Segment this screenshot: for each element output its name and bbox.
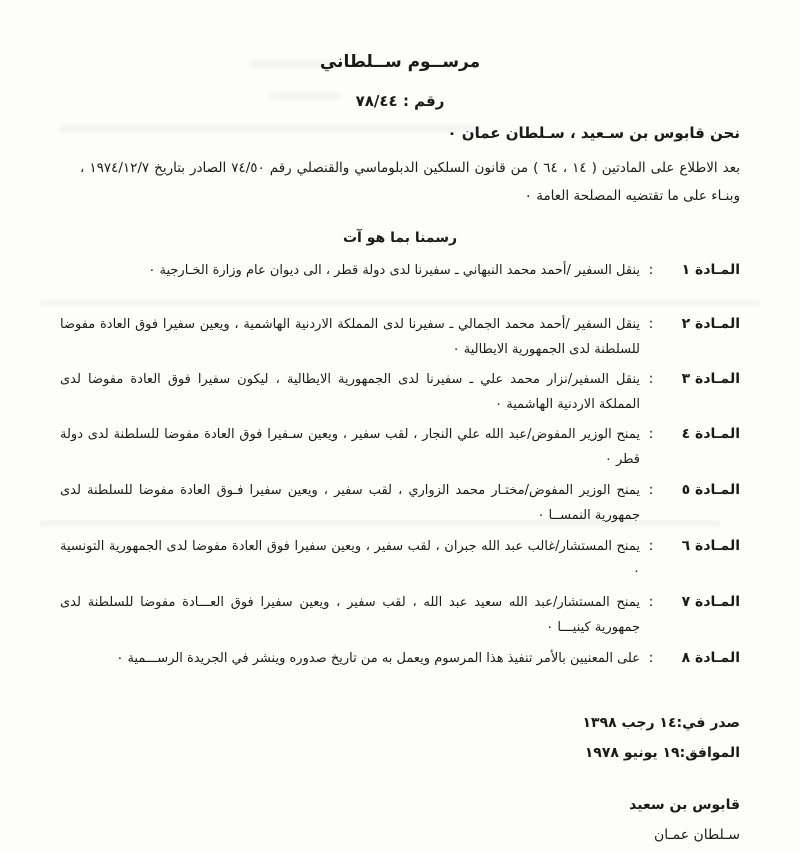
article-item xyxy=(60,367,740,422)
article-item xyxy=(60,422,740,478)
article-text: ينقل السفير /أحمد محمد النبهاني ـ سفيرنا لدى دولة قطر ، الى ديوان عام وزارة الخـارجية ٠ xyxy=(148,263,640,278)
article-item xyxy=(60,646,740,702)
gregorian-date-row xyxy=(583,738,741,768)
preamble-paragraph: بعد الاطلاع على المادتين ( ١٤ ، ٦٤ ) من قانون السلكين الدبلوماسي والقنصلي رقم ٧٤/٥٠ الصادر بتاريخ ١٩٧٤/١٢/٧ ، وبنـاء على ما تقتضيه المصلحة العامة ٠ xyxy=(80,160,740,204)
article-label: المـادة ٥ xyxy=(681,482,740,498)
article-colon: : xyxy=(648,262,654,278)
article-colon: : xyxy=(648,594,654,610)
article-label: المـادة ٧ xyxy=(681,594,740,610)
article-item xyxy=(60,534,740,590)
date-separator: : xyxy=(676,715,683,731)
article-item xyxy=(60,590,740,646)
article-text: يمنح الوزير المفوض/مختـار محمد الزواري ، لقب سفير ، ويعين سفيرا فـوق العادة مفوضا للسلطنة لدى جمهورية النمســا ٠ xyxy=(60,483,640,523)
article-item xyxy=(60,258,740,312)
article-text: يمنح المستشار/غالب عبد الله جبران ، لقب سفير ، ويعين سفيرا فوق العادة مفوضا لدى الجمهورية التونسية ٠ xyxy=(60,539,640,579)
article-text: ينقل السفير /أحمد محمد الجمالي ـ سفيرنا لدى المملكة الاردنية الهاشمية ، ويعين سفيرا فوق العادة مفوضا للسلطنة لدى الجمهورية الايطالية ٠ xyxy=(60,317,640,357)
signatory-name: قابوس بن سعيد xyxy=(629,797,740,813)
article-text: يمنح الوزير المفوض/عبد الله علي النجار ، لقب سفير ، ويعين سـفيرا فوق العادة مفوضا للسلطنة لدى دولة قطر ٠ xyxy=(60,427,640,467)
hijri-date-label: صدر في xyxy=(682,715,740,731)
article-colon: : xyxy=(648,482,654,498)
issue-dates xyxy=(583,708,741,768)
article-label: المـادة ٨ xyxy=(681,650,740,666)
article-text: ينقل السفير/نزار محمد علي ـ سفيرنا لدى الجمهورية الايطالية ، ليكون سفيرا فوق العادة مفوضا لدى المملكة الاردنية الهاشمية ٠ xyxy=(60,372,640,412)
article-colon: : xyxy=(648,538,654,554)
article-colon: : xyxy=(648,426,654,442)
article-label: المـادة ٤ xyxy=(681,426,740,442)
article-text: على المعنيين بالأمر تنفيذ هذا المرسوم ويعمل به من تاريخ صدوره وينشر في الجريدة الرســـمية ٠ xyxy=(116,651,640,666)
hijri-date-row xyxy=(583,708,741,738)
gregorian-date-label: الموافق xyxy=(685,745,740,761)
article-label: المـادة ٢ xyxy=(681,316,740,332)
article-colon: : xyxy=(648,650,654,666)
issuer-line: نحن قابوس بن سـعيد ، سـلطان عمان ٠ xyxy=(447,124,740,142)
articles-list xyxy=(60,258,740,702)
article-label: المـادة ١ xyxy=(681,262,740,278)
article-item xyxy=(60,478,740,534)
article-label: المـادة ٦ xyxy=(681,538,740,554)
decree-title: مرســوم ســلطاني xyxy=(319,52,481,72)
article-colon: : xyxy=(648,316,654,332)
date-separator: : xyxy=(679,745,686,761)
article-text: يمنح المستشار/عبد الله سعيد عبد الله ، لقب سفير ، ويعين سفيرا فوق العـــادة مفوضا للسلطنة لدى جمهورية كينيـــا ٠ xyxy=(60,595,640,635)
gregorian-date-value: ١٩ يونيو ١٩٧٨ xyxy=(584,745,680,761)
decree-document xyxy=(60,0,740,852)
article-label: المـادة ٣ xyxy=(681,371,740,387)
decree-number: رقم : ٧٨/٤٤ xyxy=(355,92,445,110)
resolution-heading: رسمنا بما هو آت xyxy=(342,230,458,246)
article-colon: : xyxy=(648,371,654,387)
signature-block xyxy=(629,790,740,850)
hijri-date-value: ١٤ رجب ١٣٩٨ xyxy=(582,715,677,731)
article-item xyxy=(60,312,740,367)
signatory-title: سـلطان عمـان xyxy=(653,827,740,843)
